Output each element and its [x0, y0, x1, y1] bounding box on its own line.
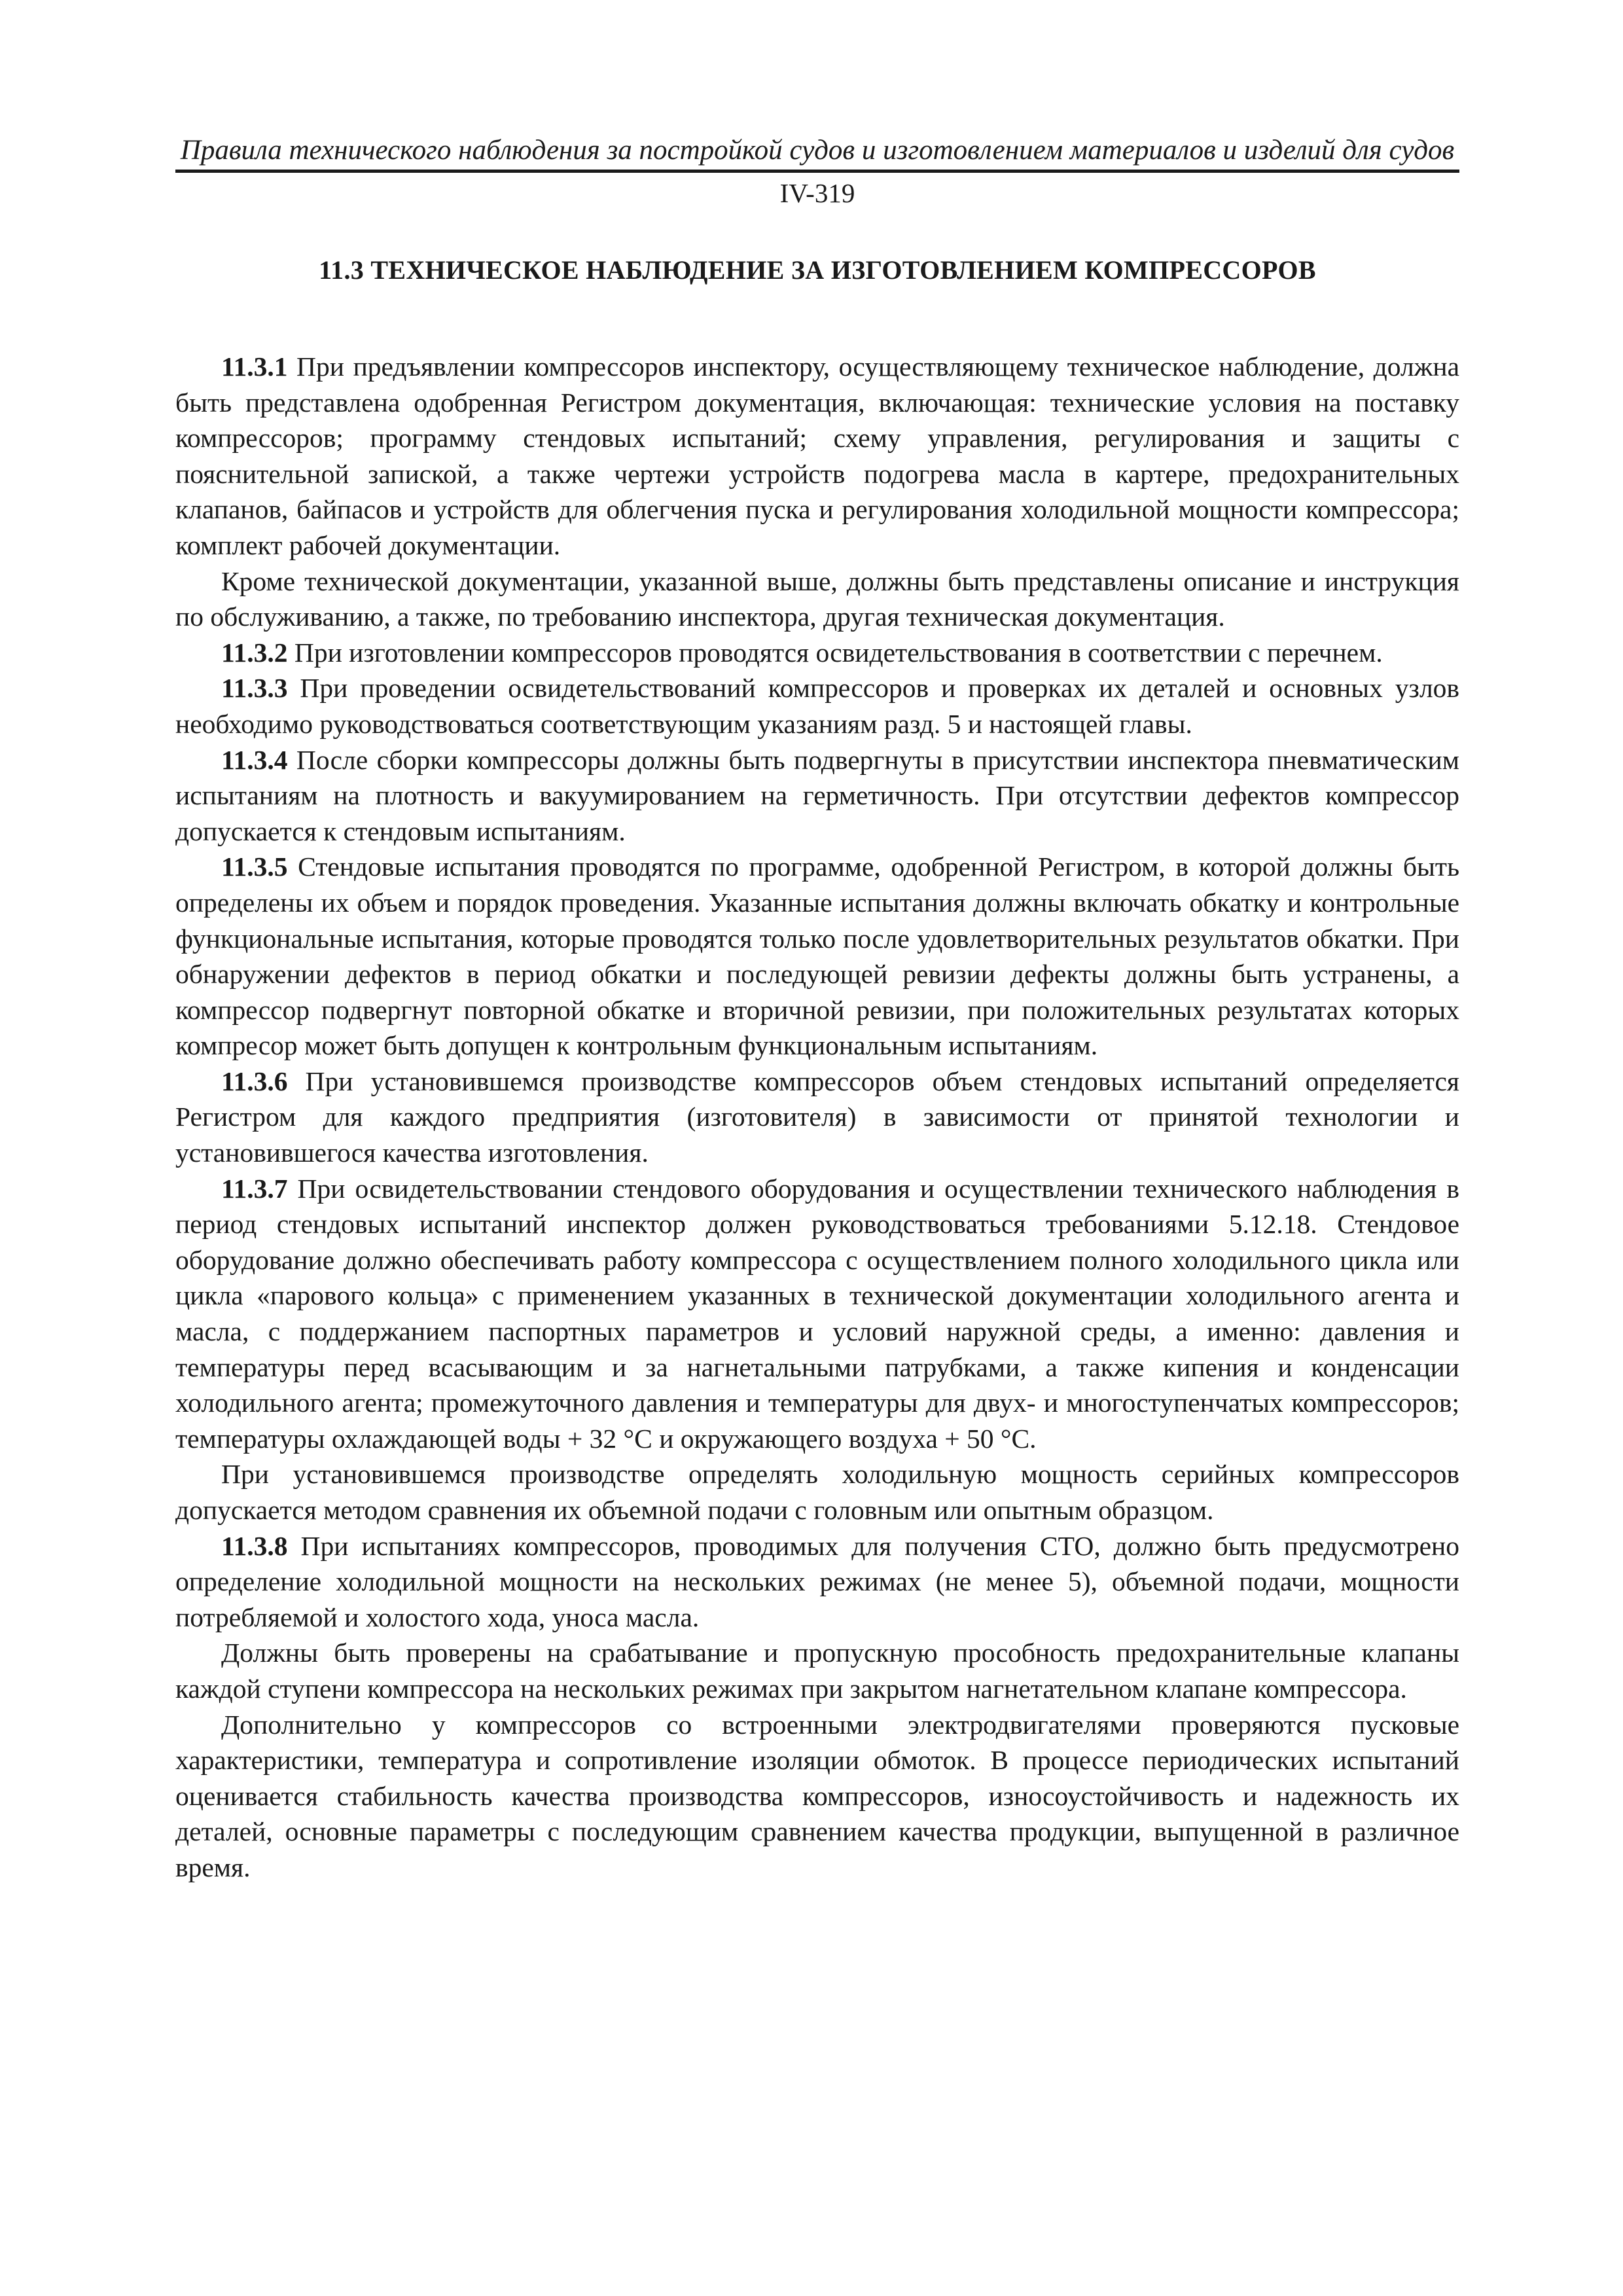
paragraph — [175, 1635, 1459, 1706]
paragraph-text: При установившемся производстве компрессоров объем стендовых испытаний определяется Регистром для каждого предприятия (изготовителя) в зависимости от принятой технологии и установившегося качества изготовления. — [175, 1066, 1459, 1168]
clause-number: 11.3.7 — [221, 1173, 288, 1204]
paragraph-text: При установившемся производстве определять холодильную мощность серийных компрессоров допускается методом сравнения их объемной подачи с головным или опытным образцом. — [175, 1459, 1459, 1525]
paragraph-text: При освидетельствовании стендового оборудования и осуществлении технического наблюдения в период стендовых испытаний инспектор должен руководствоваться требованиями 5.12.18. Стендовое оборудование должно обеспечивать работу компрессора с осуществлением полного холодильного цикла или цикла «парового кольца» с применением указанных в технической документации холодильного агента и масла, с поддержанием паспортных параметров и условий наружной среды, а именно: давления и температуры перед всасывающим и за нагнетальными патрубками, а также кипения и конденсации холодильного агента; промежуточного давления и температуры для двух- и многоступенчатых компрессоров; температуры охлаждающей воды + 32 °С и окружающего воздуха + 50 °С. — [175, 1173, 1459, 1454]
body-text — [175, 349, 1459, 1886]
paragraph — [175, 1456, 1459, 1528]
clause-number: 11.3.6 — [221, 1066, 288, 1096]
paragraph — [175, 670, 1459, 742]
page-number: IV-319 — [779, 178, 855, 208]
paragraph — [175, 849, 1459, 1064]
paragraph — [175, 564, 1459, 635]
section-title: 11.3 ТЕХНИЧЕСКОЕ НАБЛЮДЕНИЕ ЗА ИЗГОТОВЛЕНИЕМ КОМПРЕССОРОВ — [319, 255, 1316, 285]
clause-number: 11.3.2 — [221, 637, 288, 668]
paragraph-text: При испытаниях компрессоров, проводимых для получения СТО, должно быть предусмотрено определение холодильной мощности на нескольких режимах (не менее 5), объемной подачи, мощности потребляемой и холостого хода, уноса масла. — [175, 1530, 1459, 1632]
paragraph — [175, 1528, 1459, 1636]
clause-number: 11.3.8 — [221, 1530, 288, 1561]
paragraph-text: При изготовлении компрессоров проводятся освидетельствования в соответствии с перечнем. — [287, 637, 1383, 668]
paragraph — [175, 349, 1459, 564]
paragraph — [175, 635, 1459, 671]
paragraph-text: После сборки компрессоры должны быть подвергнуты в присутствии инспектора пневматическим испытаниям на плотность и вакуумированием на герметичность. При отсутствии дефектов компрессор допускается к стендовым испытаниям. — [175, 744, 1459, 846]
clause-number: 11.3.1 — [221, 351, 288, 382]
paragraph-text: При предъявлении компрессоров инспектору, осуществляющему техническое наблюдение, должна быть представлена одобренная Регистром документация, включающая: технические условия на поставку компрессоров; программу стендовых испытаний; схему управления, регулирования и защиты с пояснительной запиской, а также чертежи устройств подогрева масла в картере, предохранительных клапанов, байпасов и устройств для облегчения пуска и регулирования холодильной мощности компрессора; комплект рабочей документации. — [175, 351, 1459, 560]
paragraph-text: Кроме технической документации, указанной выше, должны быть представлены описание и инструкция по обслуживанию, а также, по требованию инспектора, другая техническая документация. — [175, 565, 1459, 632]
document-page — [175, 134, 1459, 1886]
paragraph — [175, 1171, 1459, 1457]
paragraph-text: При проведении освидетельствований компрессоров и проверках их деталей и основных узлов необходимо руководствоваться соответствующим указаниям разд. 5 и настоящей главы. — [175, 673, 1459, 739]
running-header: Правила технического наблюдения за постройкой судов и изготовлением материалов и изделий для судов — [175, 134, 1459, 173]
clause-number: 11.3.3 — [221, 673, 288, 704]
clause-number: 11.3.5 — [221, 852, 288, 882]
paragraph-text: Стендовые испытания проводятся по программе, одобренной Регистром, в которой должны быть определены их объем и порядок проведения. Указанные испытания должны включать обкатку и контрольные функциональные испытания, которые проводятся только после удовлетворительных результатов обкатки. При обнаружении дефектов в период обкатки и последующей ревизии дефекты должны быть устранены, а компрессор подвергнут повторной обкатке и вторичной ревизии, при положительных результатах которых компресор может быть допущен к контрольным функциональным испытаниям. — [175, 852, 1459, 1061]
paragraph-text: Должны быть проверены на срабатывание и пропускную прособность предохранительные клапаны каждой ступени компрессора на нескольких режимах при закрытом нагнетательном клапане компрессора. — [175, 1638, 1459, 1704]
paragraph — [175, 1064, 1459, 1171]
clause-number: 11.3.4 — [221, 744, 288, 775]
paragraph — [175, 742, 1459, 850]
paragraph-text: Дополнительно у компрессоров со встроенными электродвигателями проверяются пусковые характеристики, температура и сопротивление изоляции обмоток. В процессе периодических испытаний оценивается стабильность качества производства компрессоров, износоустойчивость и надежность их деталей, основные параметры с последующим сравнением качества продукции, выпущенной в различное время. — [175, 1709, 1459, 1882]
paragraph — [175, 1707, 1459, 1886]
